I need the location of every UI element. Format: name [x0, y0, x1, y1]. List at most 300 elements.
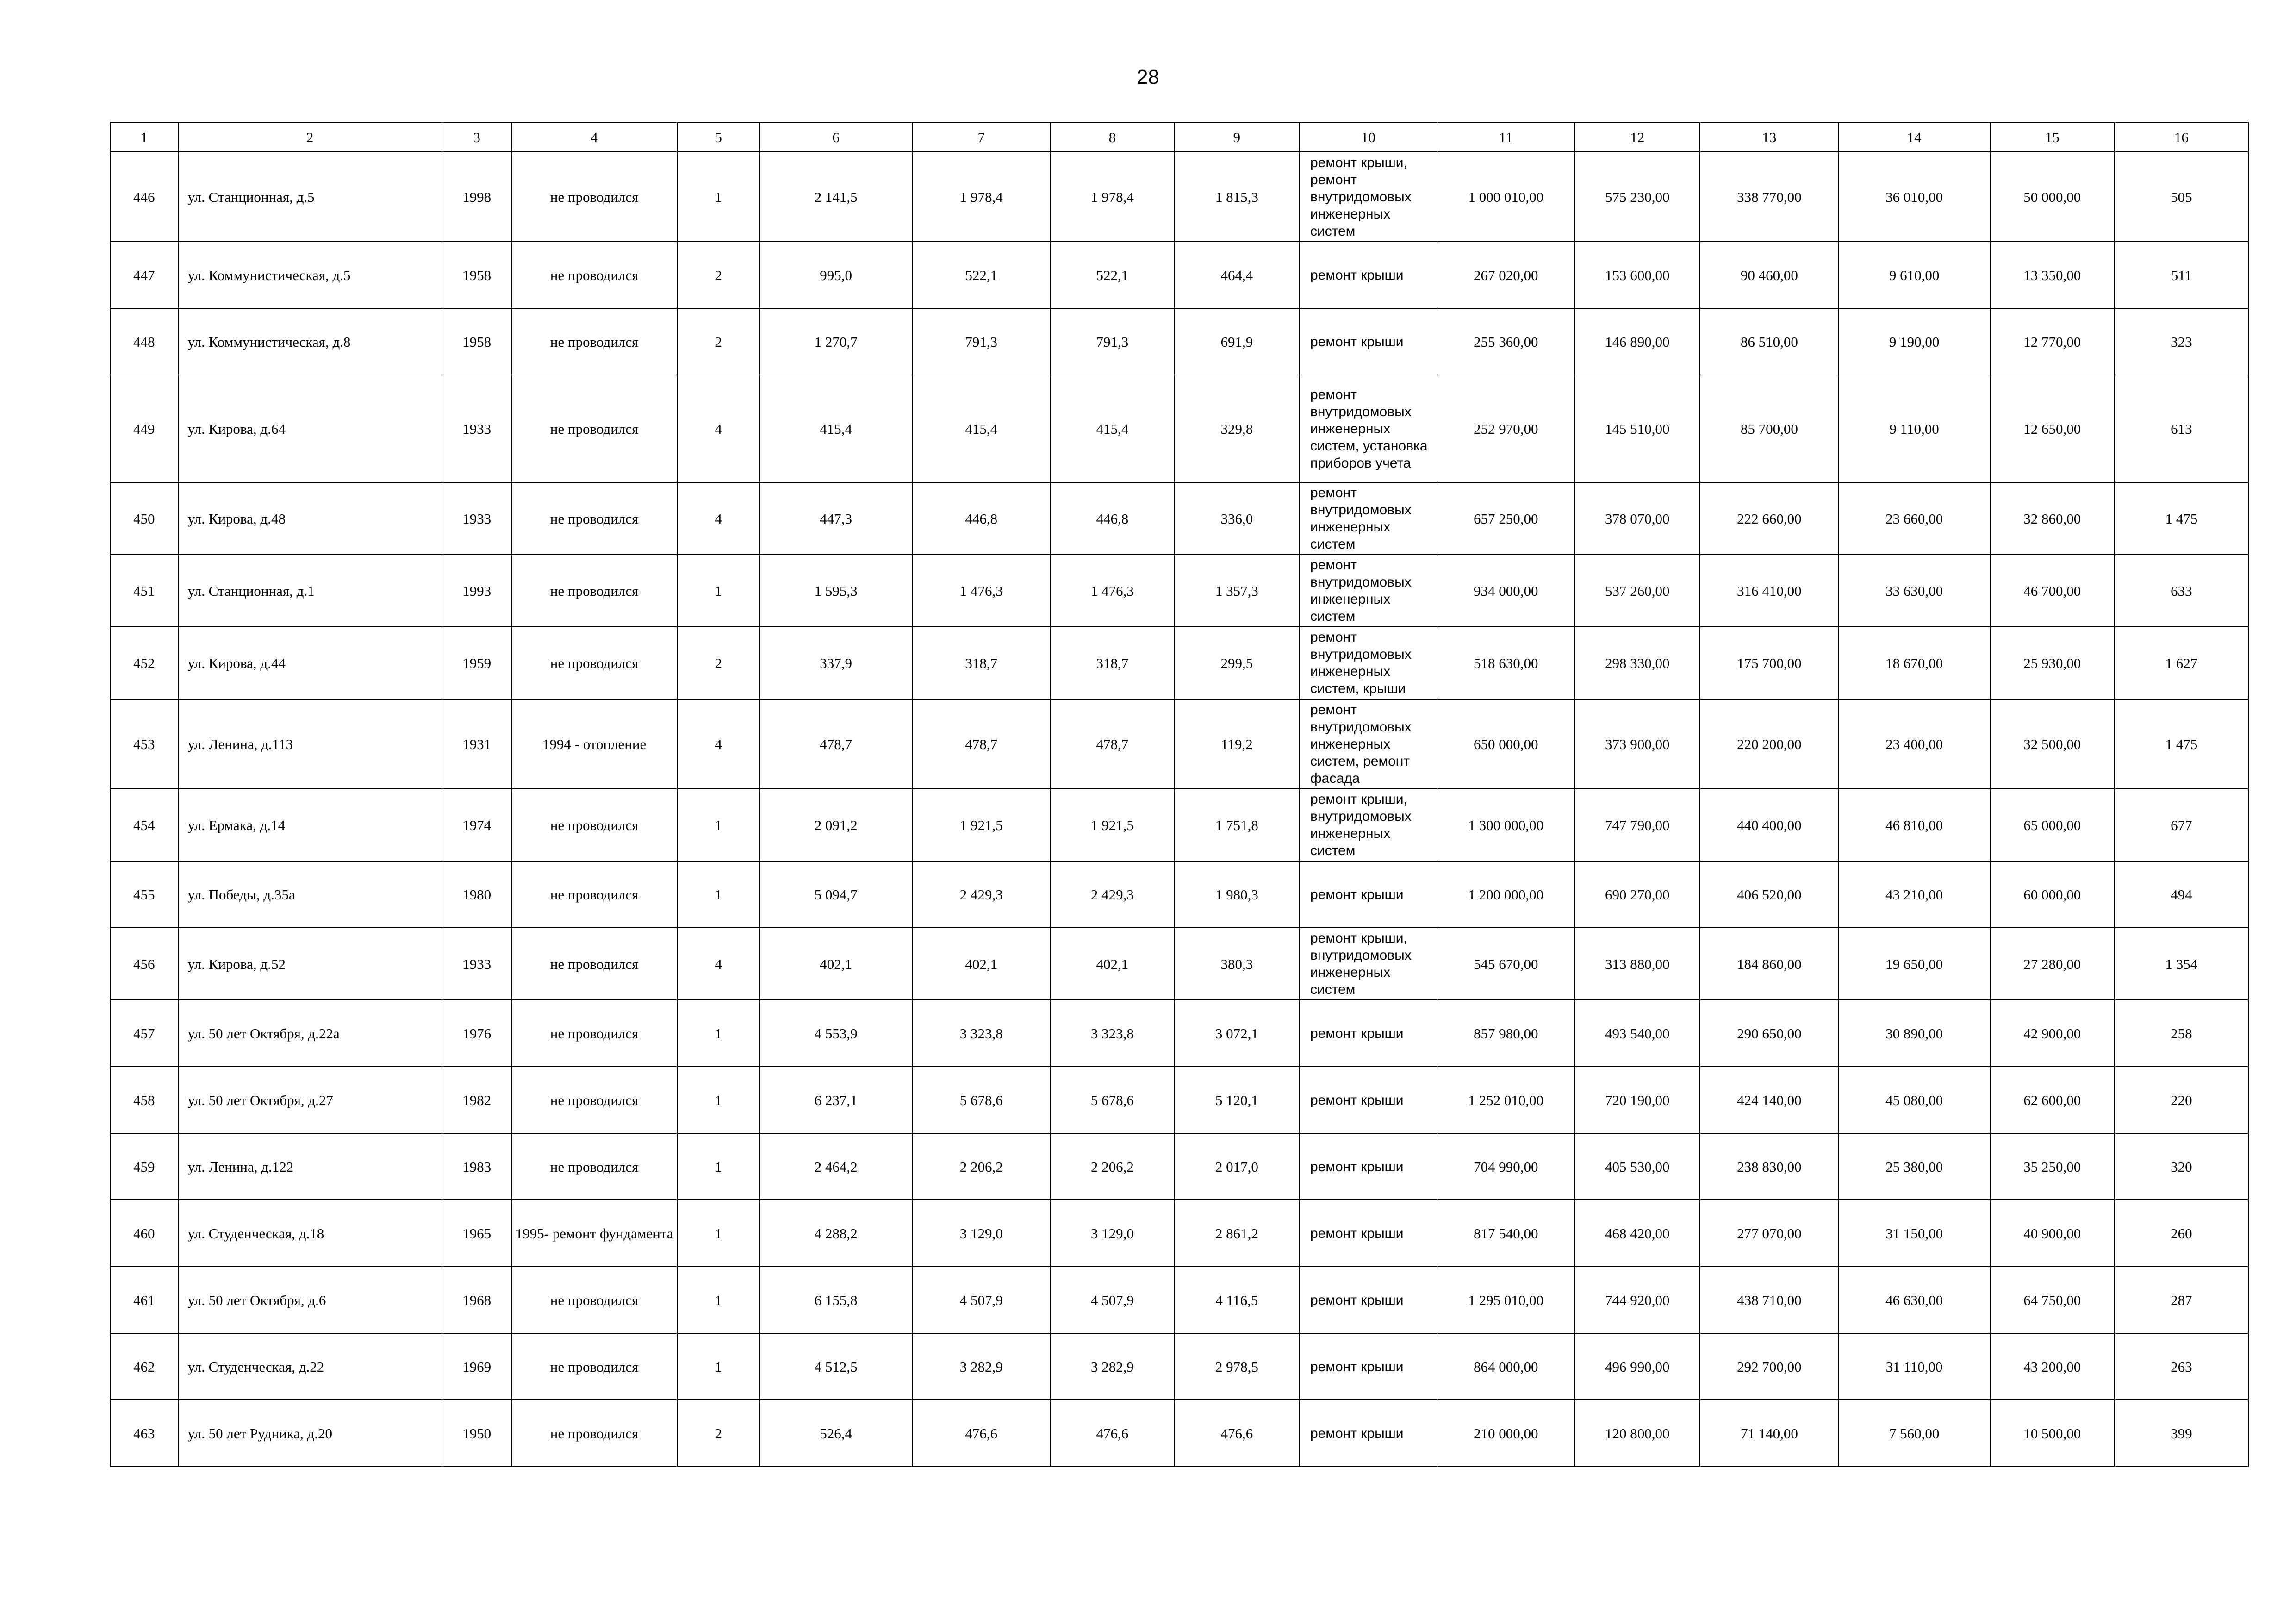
cell-row-number: 458	[110, 1067, 178, 1133]
cell-work-types: ремонт крыши	[1300, 1000, 1437, 1067]
cell-value-col-16: 1 475	[2115, 699, 2248, 789]
column-header-9: 9	[1174, 122, 1300, 152]
cell-row-number: 463	[110, 1400, 178, 1467]
cell-value-col-16: 613	[2115, 375, 2248, 482]
column-header-6: 6	[759, 122, 912, 152]
cell-value-col-8: 2 429,3	[1051, 861, 1174, 928]
page-number: 28	[1137, 66, 1159, 88]
cell-value-col-6: 5 094,7	[759, 861, 912, 928]
cell-last-repair: не проводился	[511, 1333, 677, 1400]
cell-value-col-7: 446,8	[912, 482, 1051, 555]
cell-category: 2	[677, 627, 760, 699]
cell-work-types: ремонт крыши, ремонт внутридомовых инженерных систем	[1300, 152, 1437, 242]
cell-last-repair: не проводился	[511, 627, 677, 699]
cell-category: 1	[677, 1000, 760, 1067]
cell-build-year: 1982	[442, 1067, 512, 1133]
cell-address: ул. Станционная, д.1	[178, 555, 442, 627]
cell-build-year: 1976	[442, 1000, 512, 1067]
column-header-7: 7	[912, 122, 1051, 152]
cell-amount-col-13: 440 400,00	[1700, 789, 1838, 861]
cell-address: ул. Коммунистическая, д.5	[178, 242, 442, 308]
cell-build-year: 1983	[442, 1133, 512, 1200]
cell-amount-col-13: 292 700,00	[1700, 1333, 1838, 1400]
cell-work-types: ремонт крыши	[1300, 1267, 1437, 1333]
cell-value-col-6: 2 464,2	[759, 1133, 912, 1200]
cell-value-col-9: 464,4	[1174, 242, 1300, 308]
cell-category: 1	[677, 1133, 760, 1200]
cell-amount-col-13: 406 520,00	[1700, 861, 1838, 928]
cell-amount-col-11: 934 000,00	[1437, 555, 1574, 627]
cell-address: ул. Коммунистическая, д.8	[178, 308, 442, 375]
cell-amount-col-11: 864 000,00	[1437, 1333, 1574, 1400]
cell-value-col-8: 1 921,5	[1051, 789, 1174, 861]
cell-last-repair: 1995- ремонт фундамента	[511, 1200, 677, 1267]
table-row	[110, 555, 2248, 627]
cell-amount-col-12: 493 540,00	[1574, 1000, 1700, 1067]
cell-last-repair: не проводился	[511, 375, 677, 482]
cell-amount-col-14: 19 650,00	[1838, 928, 1990, 1000]
cell-value-col-7: 402,1	[912, 928, 1051, 1000]
cell-row-number: 460	[110, 1200, 178, 1267]
cell-address: ул. Кирова, д.52	[178, 928, 442, 1000]
cell-value-col-9: 691,9	[1174, 308, 1300, 375]
cell-category: 2	[677, 308, 760, 375]
cell-build-year: 1931	[442, 699, 512, 789]
cell-last-repair: не проводился	[511, 928, 677, 1000]
cell-amount-col-12: 378 070,00	[1574, 482, 1700, 555]
cell-value-col-16: 323	[2115, 308, 2248, 375]
cell-amount-col-11: 518 630,00	[1437, 627, 1574, 699]
cell-build-year: 1993	[442, 555, 512, 627]
cell-value-col-16: 399	[2115, 1400, 2248, 1467]
cell-amount-col-12: 720 190,00	[1574, 1067, 1700, 1133]
column-header-4: 4	[511, 122, 677, 152]
cell-value-col-9: 380,3	[1174, 928, 1300, 1000]
column-header-1: 1	[110, 122, 178, 152]
cell-value-col-8: 3 323,8	[1051, 1000, 1174, 1067]
cell-amount-col-12: 373 900,00	[1574, 699, 1700, 789]
cell-category: 1	[677, 1333, 760, 1400]
cell-last-repair: не проводился	[511, 1133, 677, 1200]
cell-value-col-6: 6 155,8	[759, 1267, 912, 1333]
cell-value-col-7: 476,6	[912, 1400, 1051, 1467]
cell-value-col-8: 1 476,3	[1051, 555, 1174, 627]
cell-value-col-16: 494	[2115, 861, 2248, 928]
cell-value-col-16: 287	[2115, 1267, 2248, 1333]
cell-last-repair: не проводился	[511, 789, 677, 861]
cell-value-col-16: 1 354	[2115, 928, 2248, 1000]
cell-value-col-7: 2 429,3	[912, 861, 1051, 928]
cell-value-col-16: 511	[2115, 242, 2248, 308]
cell-value-col-6: 415,4	[759, 375, 912, 482]
cell-category: 1	[677, 789, 760, 861]
cell-amount-col-13: 238 830,00	[1700, 1133, 1838, 1200]
cell-amount-col-11: 650 000,00	[1437, 699, 1574, 789]
cell-work-types: ремонт крыши	[1300, 308, 1437, 375]
table-row	[110, 1267, 2248, 1333]
cell-value-col-16: 263	[2115, 1333, 2248, 1400]
cell-value-col-8: 415,4	[1051, 375, 1174, 482]
cell-amount-col-12: 537 260,00	[1574, 555, 1700, 627]
table-row	[110, 928, 2248, 1000]
cell-value-col-8: 318,7	[1051, 627, 1174, 699]
cell-value-col-16: 320	[2115, 1133, 2248, 1200]
cell-amount-col-12: 468 420,00	[1574, 1200, 1700, 1267]
cell-value-col-7: 415,4	[912, 375, 1051, 482]
table-row	[110, 482, 2248, 555]
cell-value-col-9: 329,8	[1174, 375, 1300, 482]
cell-address: ул. 50 лет Октября, д.27	[178, 1067, 442, 1133]
cell-amount-col-11: 255 360,00	[1437, 308, 1574, 375]
cell-amount-col-11: 1 295 010,00	[1437, 1267, 1574, 1333]
cell-amount-col-14: 33 630,00	[1838, 555, 1990, 627]
cell-amount-col-15: 25 930,00	[1990, 627, 2115, 699]
cell-last-repair: не проводился	[511, 482, 677, 555]
cell-amount-col-13: 90 460,00	[1700, 242, 1838, 308]
cell-value-col-8: 791,3	[1051, 308, 1174, 375]
cell-amount-col-12: 405 530,00	[1574, 1133, 1700, 1200]
cell-amount-col-13: 222 660,00	[1700, 482, 1838, 555]
cell-amount-col-15: 35 250,00	[1990, 1133, 2115, 1200]
cell-amount-col-15: 42 900,00	[1990, 1000, 2115, 1067]
cell-last-repair: не проводился	[511, 1400, 677, 1467]
cell-work-types: ремонт крыши	[1300, 1400, 1437, 1467]
cell-build-year: 1980	[442, 861, 512, 928]
cell-amount-col-14: 36 010,00	[1838, 152, 1990, 242]
cell-work-types: ремонт крыши, внутридомовых инженерных систем	[1300, 789, 1437, 861]
cell-amount-col-14: 9 190,00	[1838, 308, 1990, 375]
cell-amount-col-15: 10 500,00	[1990, 1400, 2115, 1467]
table-row	[110, 789, 2248, 861]
column-header-13: 13	[1700, 122, 1838, 152]
cell-amount-col-11: 1 200 000,00	[1437, 861, 1574, 928]
cell-row-number: 451	[110, 555, 178, 627]
cell-row-number: 446	[110, 152, 178, 242]
cell-value-col-6: 4 512,5	[759, 1333, 912, 1400]
cell-category: 4	[677, 482, 760, 555]
cell-amount-col-14: 18 670,00	[1838, 627, 1990, 699]
cell-last-repair: не проводился	[511, 1000, 677, 1067]
cell-category: 1	[677, 1200, 760, 1267]
cell-row-number: 456	[110, 928, 178, 1000]
table-row	[110, 1133, 2248, 1200]
cell-work-types: ремонт внутридомовых инженерных систем, ремонт фасада	[1300, 699, 1437, 789]
cell-row-number: 457	[110, 1000, 178, 1067]
cell-address: ул. Ермака, д.14	[178, 789, 442, 861]
cell-value-col-6: 2 091,2	[759, 789, 912, 861]
cell-value-col-8: 522,1	[1051, 242, 1174, 308]
table-row	[110, 699, 2248, 789]
cell-value-col-6: 1 595,3	[759, 555, 912, 627]
cell-amount-col-11: 857 980,00	[1437, 1000, 1574, 1067]
column-header-11: 11	[1437, 122, 1574, 152]
cell-value-col-7: 5 678,6	[912, 1067, 1051, 1133]
column-number-row	[110, 122, 2248, 152]
cell-value-col-9: 4 116,5	[1174, 1267, 1300, 1333]
cell-amount-col-14: 31 150,00	[1838, 1200, 1990, 1267]
cell-build-year: 1933	[442, 375, 512, 482]
cell-amount-col-12: 747 790,00	[1574, 789, 1700, 861]
cell-amount-col-11: 267 020,00	[1437, 242, 1574, 308]
cell-amount-col-15: 43 200,00	[1990, 1333, 2115, 1400]
cell-amount-col-12: 496 990,00	[1574, 1333, 1700, 1400]
column-header-15: 15	[1990, 122, 2115, 152]
cell-amount-col-13: 424 140,00	[1700, 1067, 1838, 1133]
cell-amount-col-12: 690 270,00	[1574, 861, 1700, 928]
cell-value-col-6: 526,4	[759, 1400, 912, 1467]
cell-value-col-9: 299,5	[1174, 627, 1300, 699]
cell-value-col-9: 1 980,3	[1174, 861, 1300, 928]
cell-value-col-7: 3 129,0	[912, 1200, 1051, 1267]
cell-amount-col-11: 817 540,00	[1437, 1200, 1574, 1267]
cell-amount-col-13: 316 410,00	[1700, 555, 1838, 627]
cell-amount-col-15: 65 000,00	[1990, 789, 2115, 861]
cell-amount-col-12: 145 510,00	[1574, 375, 1700, 482]
cell-value-col-8: 478,7	[1051, 699, 1174, 789]
cell-value-col-9: 2 978,5	[1174, 1333, 1300, 1400]
table-row	[110, 627, 2248, 699]
cell-value-col-16: 220	[2115, 1067, 2248, 1133]
cell-value-col-6: 478,7	[759, 699, 912, 789]
cell-amount-col-11: 1 300 000,00	[1437, 789, 1574, 861]
cell-amount-col-12: 120 800,00	[1574, 1400, 1700, 1467]
cell-amount-col-13: 184 860,00	[1700, 928, 1838, 1000]
cell-row-number: 450	[110, 482, 178, 555]
cell-value-col-9: 119,2	[1174, 699, 1300, 789]
cell-row-number: 453	[110, 699, 178, 789]
cell-value-col-8: 3 282,9	[1051, 1333, 1174, 1400]
cell-build-year: 1965	[442, 1200, 512, 1267]
cell-work-types: ремонт внутридомовых инженерных систем, крыши	[1300, 627, 1437, 699]
cell-value-col-9: 5 120,1	[1174, 1067, 1300, 1133]
cell-category: 1	[677, 555, 760, 627]
cell-value-col-7: 1 978,4	[912, 152, 1051, 242]
cell-amount-col-12: 153 600,00	[1574, 242, 1700, 308]
cell-build-year: 1950	[442, 1400, 512, 1467]
cell-value-col-8: 4 507,9	[1051, 1267, 1174, 1333]
cell-row-number: 462	[110, 1333, 178, 1400]
cell-value-col-9: 1 815,3	[1174, 152, 1300, 242]
cell-amount-col-14: 25 380,00	[1838, 1133, 1990, 1200]
cell-amount-col-14: 46 810,00	[1838, 789, 1990, 861]
cell-amount-col-13: 438 710,00	[1700, 1267, 1838, 1333]
cell-amount-col-14: 9 110,00	[1838, 375, 1990, 482]
table-row	[110, 308, 2248, 375]
cell-build-year: 1969	[442, 1333, 512, 1400]
cell-value-col-16: 260	[2115, 1200, 2248, 1267]
cell-value-col-16: 677	[2115, 789, 2248, 861]
cell-value-col-7: 2 206,2	[912, 1133, 1051, 1200]
cell-amount-col-15: 64 750,00	[1990, 1267, 2115, 1333]
cell-amount-col-11: 252 970,00	[1437, 375, 1574, 482]
cell-last-repair: не проводился	[511, 555, 677, 627]
cell-address: ул. Ленина, д.113	[178, 699, 442, 789]
cell-value-col-9: 3 072,1	[1174, 1000, 1300, 1067]
cell-value-col-8: 402,1	[1051, 928, 1174, 1000]
cell-last-repair: не проводился	[511, 861, 677, 928]
table-row	[110, 1333, 2248, 1400]
table-row	[110, 1200, 2248, 1267]
cell-amount-col-14: 46 630,00	[1838, 1267, 1990, 1333]
cell-value-col-6: 2 141,5	[759, 152, 912, 242]
table-row	[110, 1000, 2248, 1067]
cell-amount-col-15: 13 350,00	[1990, 242, 2115, 308]
cell-work-types: ремонт крыши	[1300, 861, 1437, 928]
cell-amount-col-12: 575 230,00	[1574, 152, 1700, 242]
table-row	[110, 375, 2248, 482]
cell-address: ул. 50 лет Рудника, д.20	[178, 1400, 442, 1467]
cell-work-types: ремонт внутридомовых инженерных систем	[1300, 555, 1437, 627]
cell-value-col-7: 1 476,3	[912, 555, 1051, 627]
cell-amount-col-15: 32 500,00	[1990, 699, 2115, 789]
cell-build-year: 1974	[442, 789, 512, 861]
cell-amount-col-14: 23 400,00	[1838, 699, 1990, 789]
cell-amount-col-12: 298 330,00	[1574, 627, 1700, 699]
cell-address: ул. Ленина, д.122	[178, 1133, 442, 1200]
cell-value-col-8: 3 129,0	[1051, 1200, 1174, 1267]
cell-value-col-9: 2 861,2	[1174, 1200, 1300, 1267]
cell-amount-col-15: 12 650,00	[1990, 375, 2115, 482]
cell-value-col-8: 446,8	[1051, 482, 1174, 555]
cell-build-year: 1959	[442, 627, 512, 699]
cell-value-col-7: 1 921,5	[912, 789, 1051, 861]
cell-amount-col-15: 32 860,00	[1990, 482, 2115, 555]
cell-address: ул. Кирова, д.64	[178, 375, 442, 482]
cell-value-col-6: 1 270,7	[759, 308, 912, 375]
cell-amount-col-15: 46 700,00	[1990, 555, 2115, 627]
cell-amount-col-13: 86 510,00	[1700, 308, 1838, 375]
cell-work-types: ремонт внутридомовых инженерных систем, установка приборов учета	[1300, 375, 1437, 482]
cell-amount-col-14: 45 080,00	[1838, 1067, 1990, 1133]
cell-value-col-7: 318,7	[912, 627, 1051, 699]
cell-amount-col-14: 23 660,00	[1838, 482, 1990, 555]
cell-amount-col-11: 1 252 010,00	[1437, 1067, 1574, 1133]
cell-last-repair: не проводился	[511, 242, 677, 308]
cell-value-col-7: 478,7	[912, 699, 1051, 789]
column-header-5: 5	[677, 122, 760, 152]
cell-address: ул. Кирова, д.44	[178, 627, 442, 699]
cell-value-col-16: 505	[2115, 152, 2248, 242]
cell-last-repair: не проводился	[511, 1267, 677, 1333]
cell-category: 1	[677, 152, 760, 242]
cell-address: ул. 50 лет Октября, д.22а	[178, 1000, 442, 1067]
cell-work-types: ремонт крыши	[1300, 1133, 1437, 1200]
cell-address: ул. Станционная, д.5	[178, 152, 442, 242]
cell-value-col-8: 476,6	[1051, 1400, 1174, 1467]
cell-amount-col-15: 50 000,00	[1990, 152, 2115, 242]
cell-value-col-16: 633	[2115, 555, 2248, 627]
cell-amount-col-14: 43 210,00	[1838, 861, 1990, 928]
cell-amount-col-12: 313 880,00	[1574, 928, 1700, 1000]
cell-value-col-6: 337,9	[759, 627, 912, 699]
column-header-3: 3	[442, 122, 512, 152]
cell-value-col-9: 1 751,8	[1174, 789, 1300, 861]
table-row	[110, 861, 2248, 928]
cell-amount-col-15: 40 900,00	[1990, 1200, 2115, 1267]
cell-last-repair: 1994 - отопление	[511, 699, 677, 789]
cell-work-types: ремонт внутридомовых инженерных систем	[1300, 482, 1437, 555]
cell-row-number: 449	[110, 375, 178, 482]
cell-amount-col-14: 7 560,00	[1838, 1400, 1990, 1467]
cell-value-col-9: 476,6	[1174, 1400, 1300, 1467]
cell-value-col-6: 447,3	[759, 482, 912, 555]
cell-value-col-16: 1 627	[2115, 627, 2248, 699]
cell-work-types: ремонт крыши	[1300, 242, 1437, 308]
cell-last-repair: не проводился	[511, 1067, 677, 1133]
cell-value-col-8: 2 206,2	[1051, 1133, 1174, 1200]
cell-category: 2	[677, 1400, 760, 1467]
cell-amount-col-15: 60 000,00	[1990, 861, 2115, 928]
cell-row-number: 454	[110, 789, 178, 861]
cell-value-col-6: 402,1	[759, 928, 912, 1000]
cell-amount-col-13: 220 200,00	[1700, 699, 1838, 789]
cell-value-col-7: 522,1	[912, 242, 1051, 308]
column-header-14: 14	[1838, 122, 1990, 152]
cell-amount-col-13: 290 650,00	[1700, 1000, 1838, 1067]
cell-amount-col-11: 210 000,00	[1437, 1400, 1574, 1467]
cell-value-col-9: 1 357,3	[1174, 555, 1300, 627]
cell-build-year: 1933	[442, 482, 512, 555]
cell-value-col-9: 2 017,0	[1174, 1133, 1300, 1200]
cell-amount-col-13: 175 700,00	[1700, 627, 1838, 699]
table-body	[110, 152, 2248, 1467]
cell-value-col-16: 258	[2115, 1000, 2248, 1067]
cell-category: 1	[677, 1067, 760, 1133]
cell-work-types: ремонт крыши	[1300, 1333, 1437, 1400]
cell-amount-col-13: 277 070,00	[1700, 1200, 1838, 1267]
cell-category: 4	[677, 928, 760, 1000]
cell-row-number: 452	[110, 627, 178, 699]
cell-address: ул. Студенческая, д.22	[178, 1333, 442, 1400]
cell-amount-col-11: 704 990,00	[1437, 1133, 1574, 1200]
cell-amount-col-14: 31 110,00	[1838, 1333, 1990, 1400]
cell-amount-col-11: 657 250,00	[1437, 482, 1574, 555]
cell-value-col-7: 3 323,8	[912, 1000, 1051, 1067]
cell-value-col-7: 791,3	[912, 308, 1051, 375]
cell-build-year: 1998	[442, 152, 512, 242]
cell-amount-col-15: 12 770,00	[1990, 308, 2115, 375]
cell-value-col-6: 6 237,1	[759, 1067, 912, 1133]
cell-category: 4	[677, 699, 760, 789]
cell-address: ул. Студенческая, д.18	[178, 1200, 442, 1267]
housing-repair-table	[110, 122, 2249, 1467]
cell-amount-col-13: 85 700,00	[1700, 375, 1838, 482]
cell-work-types: ремонт крыши, внутридомовых инженерных систем	[1300, 928, 1437, 1000]
cell-build-year: 1933	[442, 928, 512, 1000]
cell-amount-col-15: 27 280,00	[1990, 928, 2115, 1000]
cell-value-col-6: 4 553,9	[759, 1000, 912, 1067]
table-row	[110, 1067, 2248, 1133]
cell-value-col-9: 336,0	[1174, 482, 1300, 555]
cell-address: ул. Победы, д.35а	[178, 861, 442, 928]
cell-build-year: 1968	[442, 1267, 512, 1333]
cell-last-repair: не проводился	[511, 152, 677, 242]
cell-value-col-8: 1 978,4	[1051, 152, 1174, 242]
cell-work-types: ремонт крыши	[1300, 1067, 1437, 1133]
cell-build-year: 1958	[442, 308, 512, 375]
cell-last-repair: не проводился	[511, 308, 677, 375]
cell-category: 1	[677, 1267, 760, 1333]
cell-amount-col-14: 30 890,00	[1838, 1000, 1990, 1067]
cell-amount-col-15: 62 600,00	[1990, 1067, 2115, 1133]
cell-row-number: 455	[110, 861, 178, 928]
cell-value-col-6: 4 288,2	[759, 1200, 912, 1267]
table-row	[110, 152, 2248, 242]
cell-amount-col-13: 338 770,00	[1700, 152, 1838, 242]
cell-value-col-7: 3 282,9	[912, 1333, 1051, 1400]
cell-value-col-8: 5 678,6	[1051, 1067, 1174, 1133]
column-header-10: 10	[1300, 122, 1437, 152]
